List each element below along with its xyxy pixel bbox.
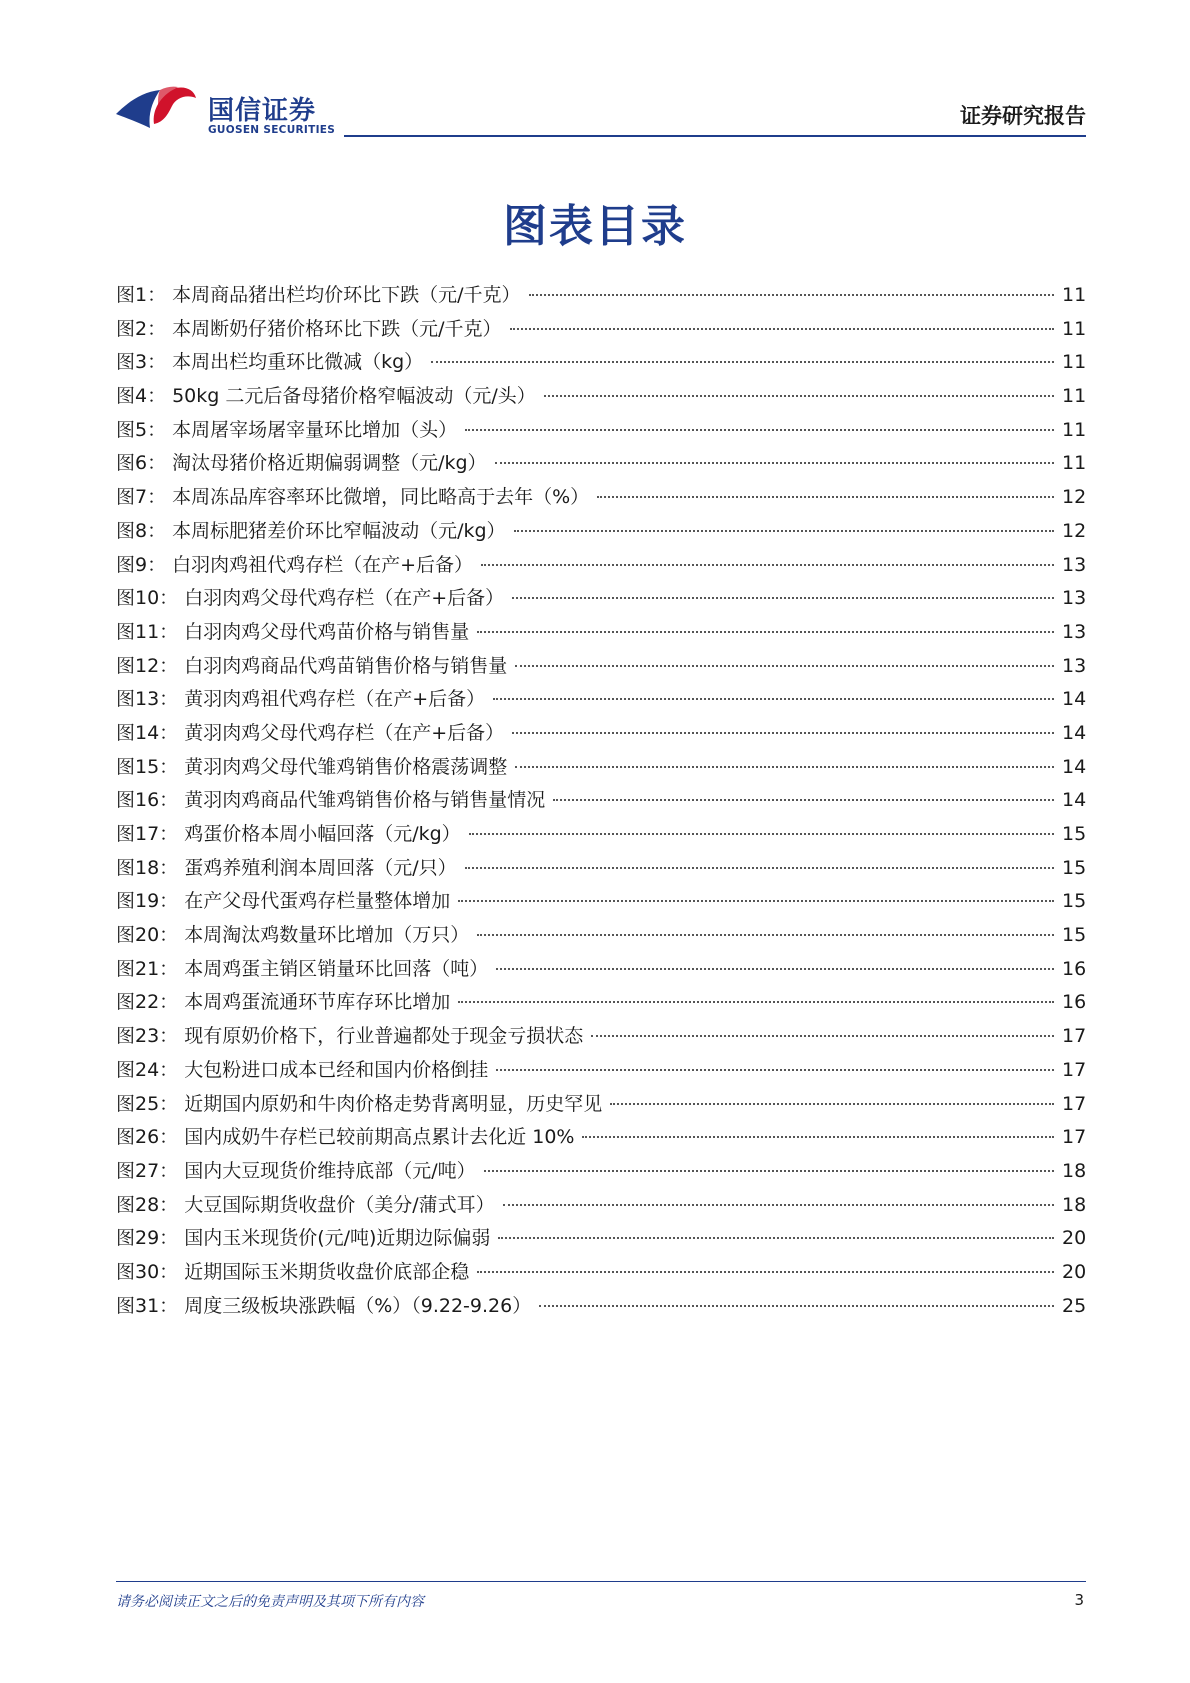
toc-entry-page: 18	[1062, 1193, 1087, 1216]
toc-entry[interactable]	[116, 785, 1086, 819]
toc-leader-dots	[514, 530, 1054, 532]
toc-entry-number: 图4：	[116, 385, 167, 408]
page-title: 图表目录	[503, 201, 687, 252]
toc-entry-title: 50kg 二元后备母猪价格窄幅波动（元/头）	[172, 385, 536, 408]
toc-entry-page: 11	[1062, 284, 1087, 306]
toc-entry-number: 图6：	[116, 452, 167, 475]
toc-leader-dots	[610, 1103, 1054, 1105]
toc-entry-title: 近期国内原奶和牛肉价格走势背离明显，历史罕见	[184, 1092, 603, 1115]
toc-entry-number: 图12：	[116, 654, 179, 677]
toc-entry-page: 17	[1062, 1092, 1087, 1115]
toc-entry[interactable]	[116, 1089, 1086, 1123]
toc-leader-dots	[539, 1305, 1054, 1307]
toc-entry-title: 在产父母代蛋鸡存栏量整体增加	[184, 890, 451, 913]
toc-entry[interactable]	[116, 1122, 1086, 1156]
toc-entry-title: 本周断奶仔猪价格环比下跌（元/千克）	[172, 317, 502, 340]
toc-entry[interactable]	[116, 954, 1086, 988]
toc-entry[interactable]	[116, 583, 1086, 617]
toc-leader-dots	[477, 934, 1054, 936]
toc-entry-number: 图7：	[116, 486, 167, 509]
toc-entry-number: 图27：	[116, 1159, 179, 1182]
toc-entry-number: 图25：	[116, 1092, 179, 1115]
toc-entry-title: 国内成奶牛存栏已较前期高点累计去化近 10%	[184, 1126, 575, 1149]
toc-leader-dots	[498, 1237, 1054, 1239]
toc-leader-dots	[553, 799, 1054, 801]
toc-leader-dots	[484, 1170, 1054, 1172]
toc-entry-page: 12	[1062, 519, 1087, 542]
toc-entry[interactable]	[116, 752, 1086, 786]
logo-mark-icon	[116, 84, 200, 140]
logo-chinese-name: 国信证券	[208, 96, 317, 126]
toc-leader-dots	[477, 631, 1054, 633]
toc-entry-title: 现有原奶价格下，行业普遍都处于现金亏损状态	[184, 1025, 584, 1048]
footer-divider	[116, 1581, 1086, 1582]
toc-leader-dots	[597, 496, 1054, 498]
toc-entry-page: 14	[1062, 789, 1087, 812]
toc-entry-number: 图20：	[116, 924, 179, 947]
toc-entry[interactable]	[116, 550, 1086, 584]
toc-entry[interactable]	[116, 718, 1086, 752]
toc-entry-page: 17	[1062, 1058, 1087, 1081]
toc-entry-number: 图13：	[116, 688, 179, 711]
toc-entry-title: 本周鸡蛋流通环节库存环比增加	[184, 991, 451, 1014]
toc-entry-title: 本周淘汰鸡数量环比增加（万只）	[184, 924, 470, 947]
toc-entry-page: 13	[1062, 620, 1087, 643]
logo-english-name: GUOSEN SECURITIES	[208, 124, 336, 136]
toc-entry-number: 图21：	[116, 957, 179, 980]
report-type-label: 证券研究报告	[960, 104, 1086, 128]
toc-entry-title: 鸡蛋价格本周小幅回落（元/kg）	[184, 823, 461, 845]
toc-entry-page: 18	[1062, 1159, 1087, 1182]
toc-leader-dots	[496, 968, 1054, 970]
toc-entry[interactable]	[116, 347, 1086, 381]
toc-entry[interactable]	[116, 1291, 1086, 1325]
toc-entry-page: 15	[1062, 924, 1087, 947]
toc-entry-page: 11	[1062, 317, 1087, 340]
toc-entry-title: 国内大豆现货价维持底部（元/吨）	[184, 1159, 476, 1182]
toc-leader-dots	[431, 361, 1054, 363]
toc-entry[interactable]	[116, 651, 1086, 685]
figure-toc-list	[116, 280, 1086, 1324]
toc-entry-title: 黄羽肉鸡商品代雏鸡销售价格与销售量情况	[184, 789, 546, 812]
toc-leader-dots	[493, 698, 1054, 700]
footer-disclaimer: 请务必阅读正文之后的免责声明及其项下所有内容	[116, 1594, 424, 1610]
toc-leader-dots	[469, 833, 1054, 835]
toc-entry-number: 图18：	[116, 856, 179, 879]
toc-leader-dots	[465, 429, 1054, 431]
toc-entry-number: 图19：	[116, 890, 179, 913]
toc-leader-dots	[458, 900, 1054, 902]
toc-entry-title: 黄羽肉鸡祖代鸡存栏（在产+后备）	[184, 688, 486, 711]
toc-entry-title: 白羽肉鸡商品代鸡苗销售价格与销售量	[184, 654, 508, 677]
toc-entry-number: 图23：	[116, 1025, 179, 1048]
toc-entry-page: 17	[1062, 1025, 1087, 1048]
toc-leader-dots	[503, 1204, 1054, 1206]
toc-leader-dots	[458, 1001, 1054, 1003]
toc-entry-number: 图24：	[116, 1058, 179, 1081]
toc-entry[interactable]	[116, 314, 1086, 348]
toc-leader-dots	[582, 1136, 1054, 1138]
toc-entry-page: 14	[1062, 688, 1087, 711]
header-divider	[344, 135, 1086, 137]
toc-entry-number: 图29：	[116, 1227, 179, 1250]
toc-entry-page: 17	[1062, 1126, 1087, 1149]
toc-entry-number: 图1：	[116, 284, 167, 306]
toc-entry[interactable]	[116, 1223, 1086, 1257]
toc-entry-page: 16	[1062, 957, 1087, 980]
toc-entry-title: 白羽肉鸡父母代鸡存栏（在产+后备）	[184, 587, 505, 610]
toc-entry-page: 11	[1062, 452, 1087, 475]
toc-entry[interactable]	[116, 280, 1086, 314]
toc-entry-number: 图22：	[116, 991, 179, 1014]
toc-entry-title: 白羽肉鸡父母代鸡苗价格与销售量	[184, 620, 470, 643]
toc-leader-dots	[465, 867, 1054, 869]
toc-entry[interactable]	[116, 415, 1086, 449]
toc-entry-title: 本周出栏均重环比微减（kg）	[172, 351, 424, 374]
toc-entry-title: 淘汰母猪价格近期偏弱调整（元/kg）	[172, 452, 487, 475]
toc-leader-dots	[512, 732, 1054, 734]
toc-entry-page: 11	[1062, 351, 1087, 374]
toc-entry[interactable]	[116, 1257, 1086, 1291]
toc-entry[interactable]	[116, 448, 1086, 482]
toc-entry-page: 25	[1062, 1294, 1087, 1317]
toc-entry-title: 蛋鸡养殖利润本周回落（元/只）	[184, 856, 457, 879]
toc-entry-number: 图2：	[116, 317, 167, 340]
toc-entry-number: 图28：	[116, 1193, 179, 1216]
toc-leader-dots	[481, 564, 1054, 566]
toc-entry-title: 白羽肉鸡祖代鸡存栏（在产+后备）	[172, 553, 474, 576]
toc-entry-page: 13	[1062, 587, 1087, 610]
toc-leader-dots	[496, 1069, 1054, 1071]
toc-entry-title: 大豆国际期货收盘价（美分/蒲式耳）	[184, 1193, 495, 1216]
toc-leader-dots	[477, 1271, 1054, 1273]
toc-entry[interactable]	[116, 819, 1086, 853]
toc-entry-number: 图9：	[116, 553, 167, 576]
toc-leader-dots	[495, 462, 1054, 464]
toc-entry-number: 图26：	[116, 1126, 179, 1149]
toc-entry-title: 黄羽肉鸡父母代鸡存栏（在产+后备）	[184, 721, 505, 744]
toc-entry-page: 11	[1062, 385, 1087, 408]
toc-entry-number: 图15：	[116, 755, 179, 778]
toc-entry-number: 图5：	[116, 418, 167, 441]
toc-leader-dots	[529, 294, 1055, 296]
toc-entry-number: 图8：	[116, 519, 167, 542]
toc-entry-title: 周度三级板块涨跌幅（%）（9.22-9.26）	[184, 1294, 532, 1317]
toc-entry[interactable]	[116, 684, 1086, 718]
toc-entry-number: 图31：	[116, 1294, 179, 1317]
toc-entry-page: 12	[1062, 486, 1087, 509]
toc-entry-number: 图11：	[116, 620, 179, 643]
toc-entry-page: 15	[1062, 856, 1087, 879]
toc-entry[interactable]	[116, 920, 1086, 954]
toc-entry[interactable]	[116, 1055, 1086, 1089]
toc-entry-page: 15	[1062, 823, 1087, 845]
toc-entry-page: 16	[1062, 991, 1087, 1014]
toc-entry-title: 本周商品猪出栏均价环比下跌（元/千克）	[172, 284, 521, 306]
toc-entry[interactable]	[116, 853, 1086, 887]
toc-leader-dots	[515, 665, 1054, 667]
toc-entry-title: 本周标肥猪差价环比窄幅波动（元/kg）	[172, 519, 506, 542]
toc-entry-title: 本周鸡蛋主销区销量环比回落（吨）	[184, 957, 489, 980]
toc-leader-dots	[515, 766, 1054, 768]
toc-entry-title: 黄羽肉鸡父母代雏鸡销售价格震荡调整	[184, 755, 508, 778]
toc-entry-page: 13	[1062, 654, 1087, 677]
toc-leader-dots	[510, 328, 1055, 330]
toc-entry-page: 20	[1062, 1227, 1087, 1250]
toc-entry[interactable]	[116, 381, 1086, 415]
toc-entry-title: 本周屠宰场屠宰量环比增加（头）	[172, 418, 458, 441]
toc-entry[interactable]	[116, 617, 1086, 651]
toc-entry-number: 图30：	[116, 1260, 179, 1283]
toc-entry-page: 15	[1062, 890, 1087, 913]
toc-leader-dots	[544, 395, 1054, 397]
toc-entry[interactable]	[116, 482, 1086, 516]
page-number: 3	[1074, 1591, 1084, 1609]
toc-entry[interactable]	[116, 987, 1086, 1021]
toc-leader-dots	[512, 597, 1054, 599]
brand-logo	[116, 84, 336, 140]
toc-entry-page: 14	[1062, 721, 1087, 744]
toc-entry-number: 图16：	[116, 789, 179, 812]
toc-entry-number: 图14：	[116, 721, 179, 744]
toc-entry-page: 13	[1062, 553, 1087, 576]
toc-entry-title: 近期国际玉米期货收盘价底部企稳	[184, 1260, 470, 1283]
toc-entry-page: 11	[1062, 418, 1087, 441]
toc-entry-title: 国内玉米现货价(元/吨)近期边际偏弱	[184, 1227, 491, 1250]
toc-entry-page: 20	[1062, 1260, 1087, 1283]
toc-entry-title: 本周冻品库容率环比微增，同比略高于去年（%）	[172, 486, 590, 509]
toc-entry[interactable]	[116, 1156, 1086, 1190]
toc-entry-number: 图10：	[116, 587, 179, 610]
toc-entry[interactable]	[116, 1190, 1086, 1224]
toc-entry[interactable]	[116, 886, 1086, 920]
toc-entry-page: 14	[1062, 755, 1087, 778]
toc-leader-dots	[591, 1035, 1054, 1037]
toc-entry-number: 图3：	[116, 351, 167, 374]
toc-entry-number: 图17：	[116, 823, 179, 845]
toc-entry-title: 大包粉进口成本已经和国内价格倒挂	[184, 1058, 489, 1081]
toc-entry[interactable]	[116, 1021, 1086, 1055]
toc-entry[interactable]	[116, 516, 1086, 550]
